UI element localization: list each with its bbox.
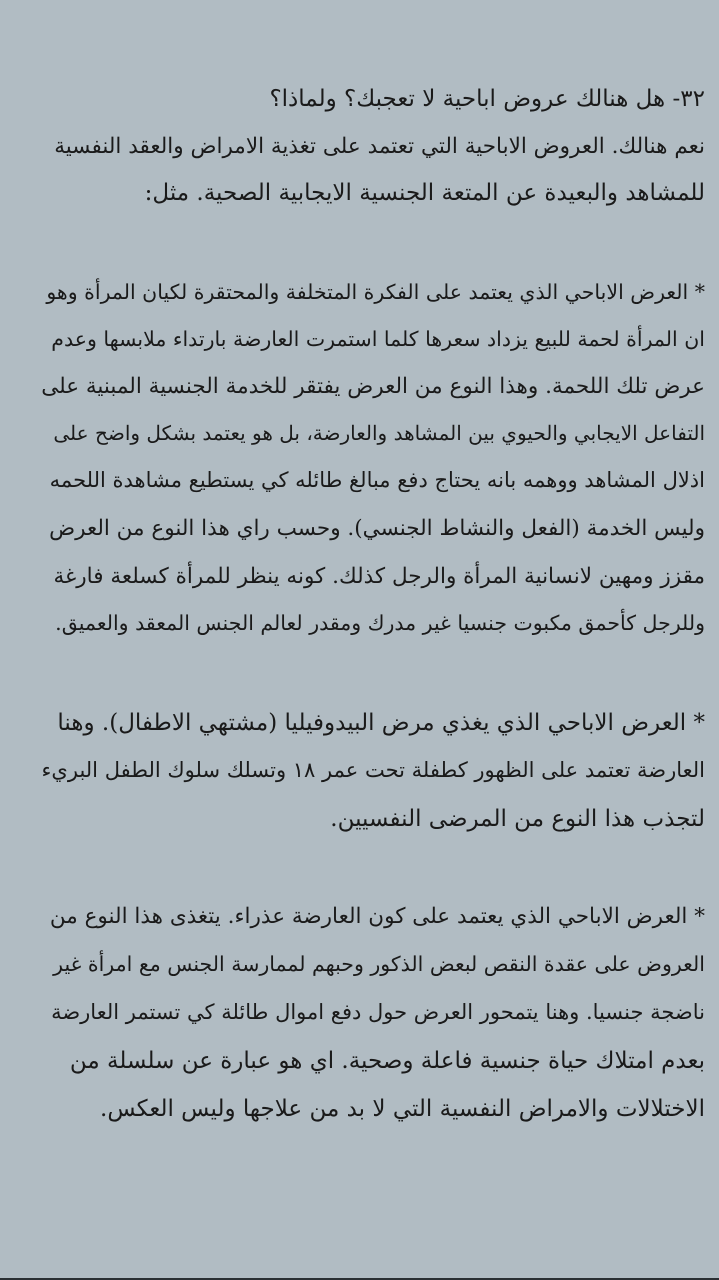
paragraph-line: ان المرأة لحمة للبيع يزداد سعرها كلما استمرت العارضة بارتداء ملابسها وعدم [51, 327, 705, 351]
paragraph-line: * العرض الاباحي الذي يعتمد على الفكرة المتخلفة والمحتقرة لكيان المرأة وهو [46, 280, 705, 304]
paragraph-line: الاختلالات والامراض النفسية التي لا بد من علاجها وليس العكس. [100, 1096, 705, 1122]
paragraph-line: مقزز ومهين لانسانية المرأة والرجل كذلك. كونه ينظر للمرأة كسلعة فارغة [53, 564, 705, 589]
paragraph-line: اذلال المشاهد ووهمه بانه يحتاج دفع مبالغ طائله كي يستطيع مشاهدة اللحمه [49, 468, 705, 492]
paragraph-line: * العرض الاباحي الذي يعتمد على كون العارضة عذراء. يتغذى هذا النوع من [49, 904, 705, 929]
paragraph-line: بعدم امتلاك حياة جنسية فاعلة وصحية. اي هو عبارة عن سلسلة من [69, 1048, 705, 1074]
paragraph-line: * العرض الاباحي الذي يغذي مرض البيدوفيليا (مشتهي الاطفال). وهنا [57, 710, 705, 736]
answer-line: نعم هنالك. العروض الاباحية التي تعتمد على تغذية الامراض والعقد النفسية [54, 134, 705, 159]
paragraph-line: التفاعل الايجابي والحيوي بين المشاهد والعارضة، بل هو يعتمد بشكل واضح على [53, 421, 705, 445]
paragraph-line: العروض على عقدة النقص لبعض الذكور وحبهم لممارسة الجنس مع امرأة غير [53, 952, 705, 976]
paragraph-line: ناضجة جنسيا. وهنا يتمحور العرض حول دفع اموال طائلة كي تستمر العارضة [51, 1000, 705, 1024]
paragraph-line: عرض تلك اللحمة. وهذا النوع من العرض يفتقر للخدمة الجنسية المبنية على [41, 374, 705, 399]
paragraph-line: وليس الخدمة (الفعل والنشاط الجنسي). وحسب راي هذا النوع من العرض [49, 516, 705, 541]
answer-line: للمشاهد والبعيدة عن المتعة الجنسية الايجابية الصحية. مثل: [144, 180, 705, 206]
question-heading: ٣٢- هل هنالك عروض اباحية لا تعجبك؟ ولماذا؟ [269, 86, 705, 112]
paragraph-line: لتجذب هذا النوع من المرضى النفسيين. [330, 806, 705, 832]
paragraph-line: العارضة تعتمد على الظهور كطفلة تحت عمر ١٨ وتسلك سلوك الطفل البريء [41, 758, 705, 782]
paragraph-line: وللرجل كأحمق مكبوت جنسيا غير مدرك ومقدر لعالم الجنس المعقد والعميق. [55, 611, 705, 635]
